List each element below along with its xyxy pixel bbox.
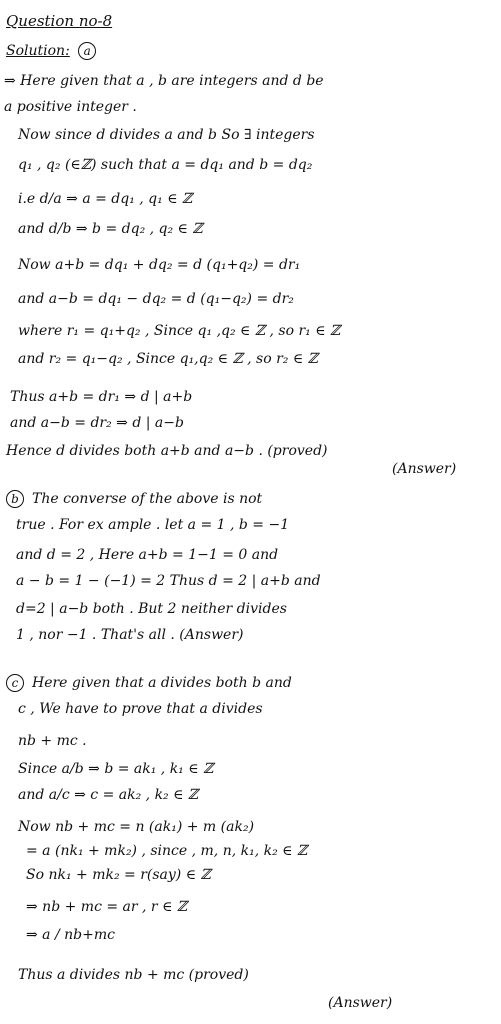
part-b-heading [6, 490, 262, 508]
part-c-line: Here given that a divides both b and [32, 675, 292, 691]
part-a-line: and a−b = dr₂ ⇒ d | a−b [10, 415, 184, 431]
part-a-line: and a−b = dq₁ − dq₂ = d (q₁−q₂) = dr₂ [18, 291, 294, 307]
part-a-line: where r₁ = q₁+q₂ , Since q₁ ,q₂ ∈ ℤ , so r₁ ∈ ℤ [18, 323, 341, 339]
part-c-line: Since a/b ⇒ b = ak₁ , k₁ ∈ ℤ [18, 761, 214, 777]
part-c-line: Now nb + mc = n (ak₁) + m (ak₂) [18, 819, 255, 835]
part-c-heading [6, 674, 292, 692]
part-a-line: and d/b ⇒ b = dq₂ , q₂ ∈ ℤ [18, 221, 203, 237]
part-c-line: = a (nk₁ + mk₂) , since , m, n, k₁, k₂ ∈ ℤ [26, 843, 308, 859]
part-b-line: 1 , nor −1 . That's all . (Answer) [16, 627, 244, 643]
part-c-line: So nk₁ + mk₂ = r(say) ∈ ℤ [26, 867, 211, 883]
part-b-line: true . For ex ample . let a = 1 , b = −1 [16, 517, 290, 533]
part-c-line: and a/c ⇒ c = ak₂ , k₂ ∈ ℤ [18, 787, 199, 803]
part-a-line: Hence d divides both a+b and a−b . (proved) [6, 443, 328, 459]
part-c-marker: c [6, 674, 24, 692]
part-a-marker: a [78, 42, 96, 60]
part-c-answer: (Answer) [328, 995, 393, 1011]
part-c-line: nb + mc . [18, 733, 87, 749]
solution-label: Solution: [6, 43, 70, 59]
part-a-line: q₁ , q₂ (∈ℤ) such that a = dq₁ and b = dq₂ [18, 157, 313, 173]
part-b-line: a − b = 1 − (−1) = 2 Thus d = 2 | a+b and [16, 573, 321, 589]
part-a-line: a positive integer . [4, 99, 137, 115]
question-title: Question no-8 [6, 12, 113, 30]
part-a-answer: (Answer) [392, 461, 457, 477]
part-a-line: Now since d divides a and b So ∃ integers [18, 127, 315, 143]
part-c-line: ⇒ nb + mc = ar , r ∈ ℤ [26, 899, 188, 915]
part-b-line: The converse of the above is not [32, 491, 263, 507]
part-c-line: Thus a divides nb + mc (proved) [18, 967, 249, 983]
part-a-line: and r₂ = q₁−q₂ , Since q₁,q₂ ∈ ℤ , so r₂ ∈ ℤ [18, 351, 318, 367]
part-a-line: Thus a+b = dr₁ ⇒ d | a+b [10, 389, 193, 405]
part-c-line: ⇒ a / nb+mc [26, 927, 115, 943]
part-a-line: ⇒ Here given that a , b are integers and d be [4, 73, 324, 89]
part-c-line: c , We have to prove that a divides [18, 701, 263, 717]
part-a-line: i.e d/a ⇒ a = dq₁ , q₁ ∈ ℤ [18, 191, 193, 207]
part-a-line: Now a+b = dq₁ + dq₂ = d (q₁+q₂) = dr₁ [18, 257, 301, 273]
part-b-line: and d = 2 , Here a+b = 1−1 = 0 and [16, 547, 279, 563]
part-b-marker: b [6, 490, 24, 508]
solution-heading [6, 42, 96, 60]
part-b-line: d=2 | a−b both . But 2 neither divides [16, 601, 287, 617]
